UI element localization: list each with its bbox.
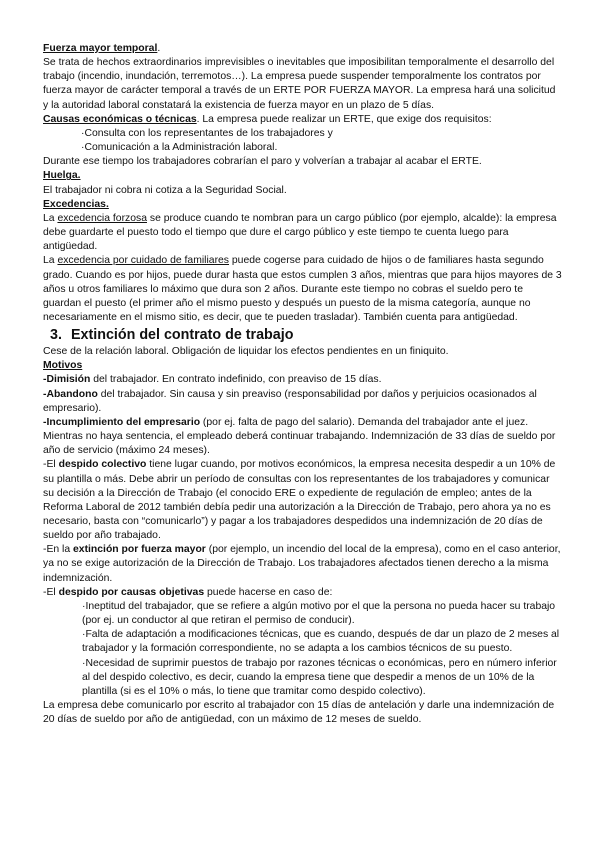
heading-text: Fuerza mayor temporal [43,43,158,54]
excedencia-cuidado-paragraph: La excedencia por cuidado de familiares puede cogerse para cuidado de hijos o de familiares hasta segundo grado. Cuando es por hijos, puede durar hasta que estos cumplen 3 años, mientras que para hijos mayores de 3 años u otros familiares lo máximo que dura son 2 años. Durante este tiempo no cobras el sueldo pero te guardan el puesto (el primer año el mismo puesto y después un puesto de la misma categoría, aunque no necesariamente en el mismo sitio, es decir, que te pueden trasladar). También cuenta para antigüedad. [43,255,562,323]
extincion-intro: Cese de la relación laboral. Obligación de liquidar los efectos pendientes en un finiquito. [43,346,449,358]
excedencias-heading: Excedencias. [43,198,109,210]
motivo-incumplimiento: -Incumplimiento del empresario (por ej. falta de pago del salario). Demanda del trabajador ante el juez. Mientras no haya sentencia, el empleado deberá continuar trabajando. Indemnización de 33 días de sueldo por año de servicio (máximo 24 meses). [43,416,556,457]
section-title: 3. Extinción del contrato de trabajo [50,327,294,344]
fuerza-mayor-heading: Fuerza mayor temporal. [43,43,161,54]
objetivas-item-3: ·Necesidad de suprimir puestos de trabajo por razones técnicas o económicas, pero en número inferior al del despido colectivo, es decir, cuando la empresa tiene que despedir a menos de un 10% de la plantilla (si es el 10% o más, lo tiene que tramitar como despido colectivo). [82,657,557,697]
objetivas-item-1: ·Ineptitud del trabajador, que se refiere a algún motivo por el que la persona no pueda hacer su trabajo (por ej. un conductor al que retiran el permiso de conducir). [82,600,556,627]
motivo-despido-colectivo: -El despido colectivo tiene lugar cuando, por motivos económicos, la empresa necesita despedir a un 10% de su plantilla o más. Debe abrir un período de consultas con los representantes de los trabajadores y comunicar su decisión a la Dirección de Trabajo (el conocido ERE o expediente de regulación de empleo; antes de la Reforma Laboral de 2012 también debía pedir una autorización a la Dirección de Trabajo, pero ahora ya no es necesario, basta con “comunicarlo”) y pagar a los trabajadores despedidos una indemnización de 20 días de sueldo por año trabajado. [43,459,556,542]
fuerza-mayor-paragraph: Se trata de hechos extraordinarios imprevisibles o inevitables que imposibilitan temporalmente el desarrollo del trabajo (incendio, inundación, terremotos…). La empresa puede suspender temporalmente los contratos por fuerza mayor de carácter temporal a través de un ERTE POR FUERZA MAYOR. La empresa hará una solicitud y la autoridad laboral constatará la existencia de fuerza mayor en un plazo de 5 días. [43,57,556,111]
motivo-abandono: -Abandono del trabajador. Sin causa y sin preaviso (responsabilidad por daños y perjuicios ocasionados al empresario). [43,388,537,414]
excedencia-cuidado-term: excedencia por cuidado de familiares [57,255,230,267]
motivos-heading: Motivos [43,360,83,372]
motivo-dimision: -Dimisión del trabajador. En contrato indefinido, con preaviso de 15 días. [43,374,382,386]
causas-after-paragraph: Durante ese tiempo los trabajadores cobrarían el paro y volverían a trabajar al acabar el ERTE. [43,156,482,168]
objetivas-item-2: ·Falta de adaptación a modificaciones técnicas, que es cuando, después de dar un plazo de 2 meses al trabajador y la formación correspondiente, no se adapta a los cambios técnicos de su puesto. [82,629,560,655]
causas-requirement-1: ·Consulta con los representantes de los trabajadores y [81,127,333,139]
motivo-causas-objetivas: -El despido por causas objetivas puede hacerse en caso de: [43,586,333,598]
causas-heading-line: Causas económicas o técnicas. La empresa puede realizar un ERTE, que exige dos requisitos: [43,113,492,125]
objetivas-closing: La empresa debe comunicarlo por escrito al trabajador con 15 días de antelación y darle una indemnización de 20 días de sueldo por año de antigüedad, con un máximo de 12 meses de sueldo. [43,700,555,726]
causas-requirement-2: ·Comunicación a la Administración laboral. [81,142,278,154]
motivo-fuerza-mayor: -En la extinción por fuerza mayor (por ejemplo, un incendio del local de la empresa), como en el caso anterior, ya no se exige autorización de la Dirección de Trabajo. Los trabajadores afectados tienen derecho a la misma indemnización. [43,544,561,584]
excedencia-forzosa-term: excedencia forzosa [57,212,147,224]
huelga-heading: Huelga. [43,170,81,182]
huelga-paragraph: El trabajador ni cobra ni cotiza a la Seguridad Social. [43,184,287,196]
excedencia-forzosa-paragraph: La excedencia forzosa se produce cuando te nombran para un cargo público (por ejemplo, alcalde): la empresa debe guardarte el puesto todo el tiempo que dure el cargo público y este tiempo te cuenta luego para antigüedad. [43,212,557,253]
